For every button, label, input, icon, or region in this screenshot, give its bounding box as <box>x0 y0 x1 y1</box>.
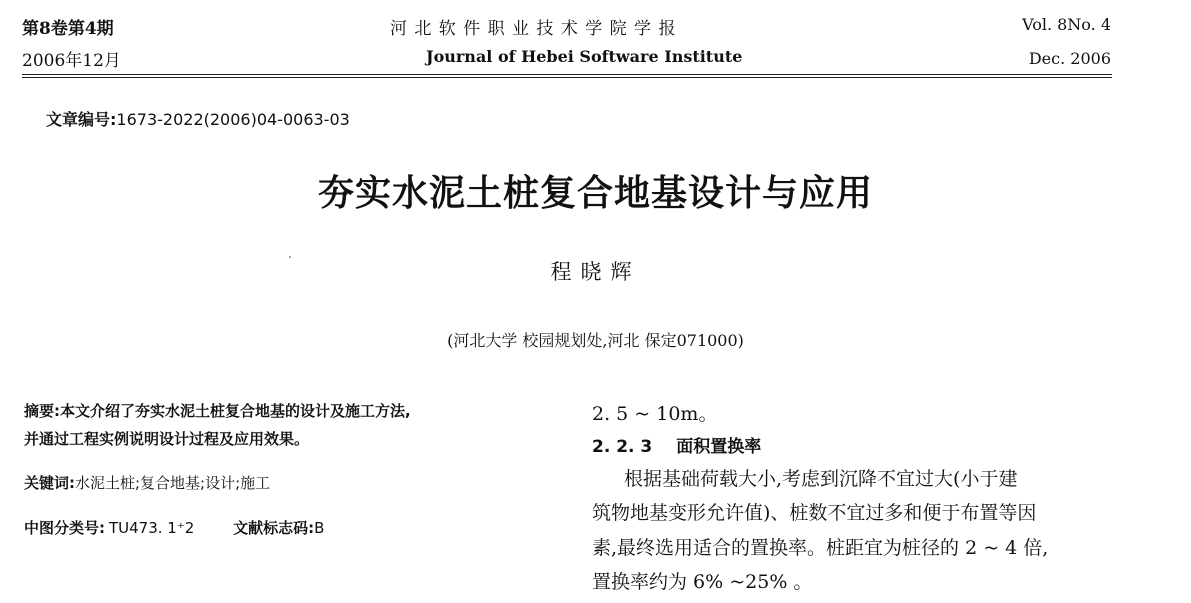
article-number <box>46 107 350 130</box>
section-number: 2. 2. 3 <box>592 437 653 457</box>
journal-title-cn: 河 北 软 件 职 业 技 术 学 院 学 报 <box>390 19 677 39</box>
paper-title: 夯实水泥土桩复合地基设计与应用 <box>317 173 873 214</box>
classification <box>24 517 324 538</box>
document-code-value: B <box>314 519 325 537</box>
abstract-label: 摘要: <box>24 402 60 420</box>
paragraph-line-2: 筑物地基变形允许值)、桩数不宜过多和便于布置等因 <box>592 502 1037 524</box>
date-cn: 2006年12月 <box>22 51 121 71</box>
section-heading <box>592 432 761 457</box>
section-title: 面积置换率 <box>676 437 762 457</box>
date-en: Dec. 2006 <box>1028 49 1111 68</box>
document-code-label: 文献标志码: <box>233 519 315 537</box>
journal-title-en: Journal of Hebei Software Institute <box>426 47 743 66</box>
author-affiliation: (河北大学 校园规划处,河北 保定071000) <box>447 331 744 350</box>
continued-text-line: 2. 5 ~ 10m。 <box>592 403 718 425</box>
classification-label: 中图分类号: <box>24 519 105 537</box>
volume-issue-cn: 第8卷第4期 <box>22 19 114 39</box>
volume-issue-en: Vol. 8No. 4 <box>1022 15 1111 34</box>
paragraph-line-4: 置换率约为 6% ~25% 。 <box>592 571 813 593</box>
header-rule-top <box>22 74 1112 75</box>
scan-speck <box>289 256 291 258</box>
author-name: 程晓辉 <box>550 260 641 284</box>
article-number-value: 1673-2022(2006)04-0063-03 <box>116 110 350 129</box>
keywords-label: 关键词: <box>24 474 75 492</box>
article-number-label: 文章编号: <box>46 110 117 129</box>
abstract-line-1 <box>24 400 411 421</box>
classification-value: TU473. 1⁺2 <box>109 519 195 537</box>
keywords <box>24 472 270 493</box>
paragraph-line-3: 素,最终选用适合的置换率。桩距宜为桩径的 2 ~ 4 倍, <box>592 537 1049 559</box>
paragraph-line-1: 根据基础荷载大小,考虑到沉降不宜过大(小于建 <box>624 468 1018 490</box>
abstract-line-2: 并通过工程实例说明设计过程及应用效果。 <box>24 430 310 448</box>
header-rule-bottom <box>22 77 1112 78</box>
keywords-value: 水泥土桩;复合地基;设计;施工 <box>75 474 271 492</box>
abstract-text-1: 本文介绍了夯实水泥土桩复合地基的设计及施工方法, <box>60 402 411 420</box>
